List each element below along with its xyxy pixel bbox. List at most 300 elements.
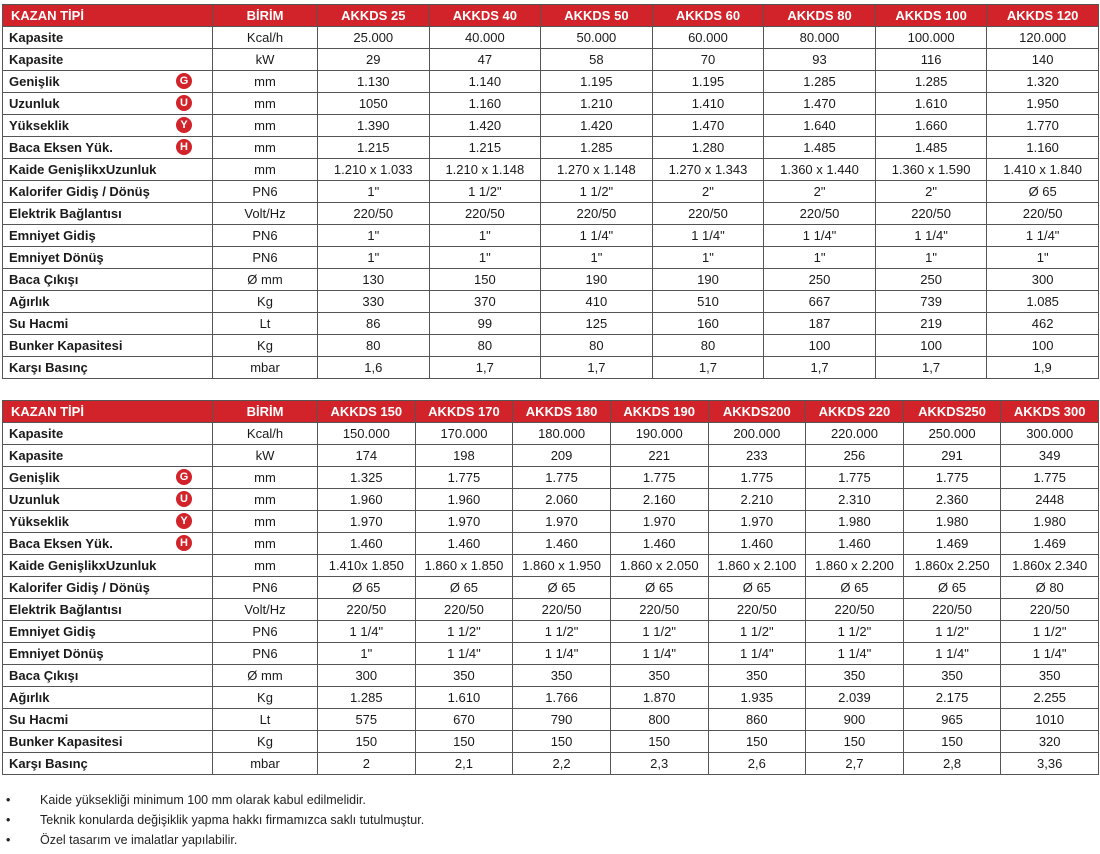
value-cell: 300.000	[1001, 423, 1099, 445]
value-cell: 1.160	[429, 93, 541, 115]
row-label: Baca Eksen Yük.	[9, 535, 113, 551]
unit-cell: PN6	[213, 621, 318, 643]
table-header-row	[3, 401, 1099, 423]
unit-cell: PN6	[213, 577, 318, 599]
value-cell: 2448	[1001, 489, 1099, 511]
value-cell: 2.039	[806, 687, 904, 709]
value-cell: 1 1/2"	[541, 181, 653, 203]
value-cell: 462	[987, 313, 1099, 335]
header-model: AKKDS 300	[1001, 401, 1099, 423]
value-cell: 1.660	[875, 115, 987, 137]
header-model: AKKDS 180	[513, 401, 611, 423]
row-label-cell	[3, 731, 213, 753]
value-cell: 1.210	[541, 93, 653, 115]
value-cell: 2"	[764, 181, 876, 203]
row-label-cell	[3, 643, 213, 665]
value-cell: 150.000	[318, 423, 416, 445]
value-cell: 220/50	[513, 599, 611, 621]
value-cell: 150	[903, 731, 1001, 753]
unit-cell: Kcal/h	[213, 423, 318, 445]
value-cell: 1.485	[875, 137, 987, 159]
table-row	[3, 423, 1099, 445]
value-cell: 220/50	[318, 203, 430, 225]
value-cell: 1.130	[318, 71, 430, 93]
header-unit: BİRİM	[213, 5, 318, 27]
value-cell: 1.410	[652, 93, 764, 115]
value-cell: 1,6	[318, 357, 430, 379]
row-label: Kapasite	[9, 425, 64, 441]
value-cell: 220/50	[875, 203, 987, 225]
value-cell: 350	[415, 665, 513, 687]
value-cell: 1.860 x 2.050	[610, 555, 708, 577]
row-label-cell	[3, 709, 213, 731]
table-row	[3, 533, 1099, 555]
row-label-cell	[3, 71, 213, 93]
value-cell: 250	[764, 269, 876, 291]
value-cell: 1.460	[806, 533, 904, 555]
value-cell: 80	[318, 335, 430, 357]
table-row	[3, 71, 1099, 93]
table-row	[3, 621, 1099, 643]
unit-cell: mm	[213, 489, 318, 511]
value-cell: 1 1/2"	[903, 621, 1001, 643]
value-cell: 1.460	[318, 533, 416, 555]
value-cell: 100	[875, 335, 987, 357]
value-cell: 667	[764, 291, 876, 313]
value-cell: 1.970	[708, 511, 806, 533]
value-cell: 220/50	[1001, 599, 1099, 621]
value-cell: 1 1/4"	[652, 225, 764, 247]
value-cell: 350	[1001, 665, 1099, 687]
value-cell: 86	[318, 313, 430, 335]
table-row	[3, 445, 1099, 467]
value-cell: 220/50	[429, 203, 541, 225]
value-cell: 190	[652, 269, 764, 291]
value-cell: 1.360 x 1.590	[875, 159, 987, 181]
row-label: Su Hacmi	[9, 711, 69, 727]
row-label: Elektrik Bağlantısı	[9, 205, 122, 221]
row-label-cell	[3, 511, 213, 533]
value-cell: 80	[429, 335, 541, 357]
value-cell: 1 1/4"	[987, 225, 1099, 247]
value-cell: 150	[415, 731, 513, 753]
value-cell: 1.410x 1.850	[318, 555, 416, 577]
note-item	[6, 810, 1006, 830]
unit-cell: mm	[213, 467, 318, 489]
value-cell: 1.195	[541, 71, 653, 93]
row-label: Karşı Basınç	[9, 359, 88, 375]
value-cell: 320	[1001, 731, 1099, 753]
value-cell: 1.460	[708, 533, 806, 555]
unit-cell: kW	[213, 445, 318, 467]
row-label-cell	[3, 357, 213, 379]
value-cell: 1.460	[513, 533, 611, 555]
value-cell: 1"	[764, 247, 876, 269]
row-label: Yükseklik	[9, 117, 69, 133]
row-label: Ağırlık	[9, 293, 50, 309]
value-cell: 150	[318, 731, 416, 753]
value-cell: 1 1/2"	[610, 621, 708, 643]
table-row	[3, 313, 1099, 335]
bullet: •	[6, 813, 11, 827]
value-cell: 220/50	[708, 599, 806, 621]
row-label: Kalorifer Gidiş / Dönüş	[9, 183, 150, 199]
value-cell: 2,6	[708, 753, 806, 775]
row-label: Elektrik Bağlantısı	[9, 601, 122, 617]
value-cell: 1"	[652, 247, 764, 269]
value-cell: 250	[875, 269, 987, 291]
value-cell: 60.000	[652, 27, 764, 49]
value-cell: 965	[903, 709, 1001, 731]
value-cell: Ø 65	[513, 577, 611, 599]
value-cell: 1.420	[541, 115, 653, 137]
value-cell: 1.775	[903, 467, 1001, 489]
value-cell: 300	[987, 269, 1099, 291]
value-cell: 150	[513, 731, 611, 753]
value-cell: 1.285	[764, 71, 876, 93]
unit-cell: mm	[213, 159, 318, 181]
value-cell: 220/50	[541, 203, 653, 225]
header-model: AKKDS 25	[318, 5, 430, 27]
unit-cell: PN6	[213, 643, 318, 665]
table-row	[3, 203, 1099, 225]
value-cell: 80.000	[764, 27, 876, 49]
value-cell: 739	[875, 291, 987, 313]
value-cell: 130	[318, 269, 430, 291]
dimension-badge-icon: H	[176, 535, 192, 551]
row-label-cell	[3, 687, 213, 709]
value-cell: Ø 65	[415, 577, 513, 599]
value-cell: 1.320	[987, 71, 1099, 93]
dimension-badge-icon: Y	[176, 117, 192, 133]
value-cell: 1.860 x 2.200	[806, 555, 904, 577]
unit-cell: mm	[213, 115, 318, 137]
value-cell: 300	[318, 665, 416, 687]
dimension-badge-icon: U	[176, 491, 192, 507]
unit-cell: mm	[213, 533, 318, 555]
value-cell: 1.470	[764, 93, 876, 115]
value-cell: 1.270 x 1.148	[541, 159, 653, 181]
row-label: Baca Eksen Yük.	[9, 139, 113, 155]
row-label: Karşı Basınç	[9, 755, 88, 771]
dimension-badge-icon: H	[176, 139, 192, 155]
value-cell: 330	[318, 291, 430, 313]
value-cell: 1.980	[806, 511, 904, 533]
value-cell: 2.255	[1001, 687, 1099, 709]
value-cell: 190	[541, 269, 653, 291]
note-item	[6, 830, 1006, 850]
row-label: Emniyet Dönüş	[9, 645, 104, 661]
value-cell: 860	[708, 709, 806, 731]
value-cell: 1.469	[903, 533, 1001, 555]
row-label-cell	[3, 489, 213, 511]
value-cell: 291	[903, 445, 1001, 467]
row-label: Kapasite	[9, 51, 64, 67]
value-cell: 160	[652, 313, 764, 335]
value-cell: 1"	[987, 247, 1099, 269]
dimension-badge-icon: Y	[176, 513, 192, 529]
value-cell: 1.215	[318, 137, 430, 159]
table-row	[3, 687, 1099, 709]
value-cell: 150	[806, 731, 904, 753]
value-cell: 58	[541, 49, 653, 71]
value-cell: 1.960	[318, 489, 416, 511]
value-cell: 220/50	[415, 599, 513, 621]
value-cell: 1 1/4"	[806, 643, 904, 665]
table-row	[3, 335, 1099, 357]
value-cell: 1"	[429, 225, 541, 247]
value-cell: 200.000	[708, 423, 806, 445]
value-cell: 180.000	[513, 423, 611, 445]
value-cell: 1.935	[708, 687, 806, 709]
value-cell: 2,3	[610, 753, 708, 775]
row-label-cell	[3, 665, 213, 687]
value-cell: 1.610	[415, 687, 513, 709]
row-label-cell	[3, 753, 213, 775]
value-cell: 1.640	[764, 115, 876, 137]
value-cell: 1.160	[987, 137, 1099, 159]
unit-cell: Lt	[213, 709, 318, 731]
value-cell: 150	[429, 269, 541, 291]
value-cell: 99	[429, 313, 541, 335]
value-cell: 93	[764, 49, 876, 71]
row-label-cell	[3, 137, 213, 159]
value-cell: 1050	[318, 93, 430, 115]
value-cell: 2,1	[415, 753, 513, 775]
row-label-cell	[3, 313, 213, 335]
value-cell: 1"	[318, 247, 430, 269]
table-row	[3, 467, 1099, 489]
unit-cell: Kg	[213, 731, 318, 753]
row-label-cell	[3, 49, 213, 71]
value-cell: 1.970	[318, 511, 416, 533]
header-type: KAZAN TİPİ	[3, 5, 213, 27]
value-cell: 1"	[541, 247, 653, 269]
value-cell: 1.775	[513, 467, 611, 489]
value-cell: 1.285	[541, 137, 653, 159]
value-cell: 370	[429, 291, 541, 313]
value-cell: 1.195	[652, 71, 764, 93]
value-cell: 670	[415, 709, 513, 731]
value-cell: 1.860x 2.250	[903, 555, 1001, 577]
value-cell: 575	[318, 709, 416, 731]
value-cell: 220/50	[318, 599, 416, 621]
unit-cell: Volt/Hz	[213, 203, 318, 225]
table-row	[3, 599, 1099, 621]
table-row	[3, 49, 1099, 71]
value-cell: 1.775	[1001, 467, 1099, 489]
value-cell: Ø 65	[708, 577, 806, 599]
value-cell: 1.970	[513, 511, 611, 533]
value-cell: 1.980	[903, 511, 1001, 533]
row-label: Bunker Kapasitesi	[9, 733, 123, 749]
dimension-badge-icon: G	[176, 469, 192, 485]
value-cell: 1 1/4"	[415, 643, 513, 665]
value-cell: 1.485	[764, 137, 876, 159]
table-row	[3, 489, 1099, 511]
value-cell: 1 1/4"	[318, 621, 416, 643]
value-cell: 219	[875, 313, 987, 335]
spec-table-2	[2, 400, 1099, 775]
value-cell: 174	[318, 445, 416, 467]
value-cell: 900	[806, 709, 904, 731]
unit-cell: Lt	[213, 313, 318, 335]
value-cell: 1.610	[875, 93, 987, 115]
value-cell: 233	[708, 445, 806, 467]
value-cell: 1.215	[429, 137, 541, 159]
value-cell: 40.000	[429, 27, 541, 49]
value-cell: 1.770	[987, 115, 1099, 137]
unit-cell: mm	[213, 511, 318, 533]
row-label-cell	[3, 181, 213, 203]
table-row	[3, 665, 1099, 687]
value-cell: 2.210	[708, 489, 806, 511]
value-cell: 2,7	[806, 753, 904, 775]
row-label: Genişlik	[9, 73, 60, 89]
row-label-cell	[3, 467, 213, 489]
table-row	[3, 225, 1099, 247]
row-label-cell	[3, 335, 213, 357]
table-row	[3, 269, 1099, 291]
value-cell: 100	[987, 335, 1099, 357]
value-cell: 100	[764, 335, 876, 357]
value-cell: 140	[987, 49, 1099, 71]
row-label-cell	[3, 621, 213, 643]
value-cell: 220/50	[987, 203, 1099, 225]
value-cell: 1 1/4"	[708, 643, 806, 665]
row-label-cell	[3, 159, 213, 181]
value-cell: 50.000	[541, 27, 653, 49]
value-cell: 220/50	[903, 599, 1001, 621]
dimension-badge-icon: U	[176, 95, 192, 111]
value-cell: 1,7	[764, 357, 876, 379]
row-label: Baca Çıkışı	[9, 271, 79, 287]
value-cell: 1 1/4"	[875, 225, 987, 247]
value-cell: 1.085	[987, 291, 1099, 313]
value-cell: 220/50	[806, 599, 904, 621]
value-cell: 221	[610, 445, 708, 467]
value-cell: 1 1/4"	[764, 225, 876, 247]
value-cell: 1.285	[875, 71, 987, 93]
header-model: AKKDS 170	[415, 401, 513, 423]
note-text: Kaide yüksekliği minimum 100 mm olarak kabul edilmelidir.	[40, 793, 366, 807]
value-cell: 1,7	[875, 357, 987, 379]
table-row	[3, 511, 1099, 533]
value-cell: 190.000	[610, 423, 708, 445]
row-label: Genişlik	[9, 469, 60, 485]
note-text: Teknik konularda değişiklik yapma hakkı firmamızca saklı tutulmuştur.	[40, 813, 425, 827]
spec-table-1	[2, 4, 1099, 379]
value-cell: 1.460	[415, 533, 513, 555]
value-cell: 1.210 x 1.033	[318, 159, 430, 181]
value-cell: 209	[513, 445, 611, 467]
value-cell: 70	[652, 49, 764, 71]
value-cell: 1.410 x 1.840	[987, 159, 1099, 181]
unit-cell: PN6	[213, 181, 318, 203]
value-cell: 1.860 x 2.100	[708, 555, 806, 577]
header-type: KAZAN TİPİ	[3, 401, 213, 423]
table-row	[3, 577, 1099, 599]
value-cell: 100.000	[875, 27, 987, 49]
row-label: Kapasite	[9, 447, 64, 463]
value-cell: 1"	[429, 247, 541, 269]
value-cell: 1.950	[987, 93, 1099, 115]
value-cell: 220.000	[806, 423, 904, 445]
table-row	[3, 137, 1099, 159]
unit-cell: Volt/Hz	[213, 599, 318, 621]
row-label-cell	[3, 445, 213, 467]
value-cell: 1.860 x 1.850	[415, 555, 513, 577]
value-cell: 1.460	[610, 533, 708, 555]
row-label: Kalorifer Gidiş / Dönüş	[9, 579, 150, 595]
row-label: Kapasite	[9, 29, 64, 45]
row-label: Uzunluk	[9, 95, 60, 111]
value-cell: 1"	[318, 643, 416, 665]
value-cell: 1.960	[415, 489, 513, 511]
value-cell: 1,7	[541, 357, 653, 379]
row-label-cell	[3, 423, 213, 445]
value-cell: 1.420	[429, 115, 541, 137]
row-label-cell	[3, 555, 213, 577]
row-label-cell	[3, 247, 213, 269]
value-cell: 1"	[318, 225, 430, 247]
value-cell: 790	[513, 709, 611, 731]
unit-cell: Kcal/h	[213, 27, 318, 49]
value-cell: 220/50	[764, 203, 876, 225]
table-row	[3, 27, 1099, 49]
value-cell: 410	[541, 291, 653, 313]
unit-cell: Ø mm	[213, 269, 318, 291]
value-cell: 1.140	[429, 71, 541, 93]
value-cell: 1.970	[415, 511, 513, 533]
value-cell: 2.310	[806, 489, 904, 511]
value-cell: 510	[652, 291, 764, 313]
row-label-cell	[3, 225, 213, 247]
value-cell: 1 1/4"	[610, 643, 708, 665]
value-cell: 1,7	[652, 357, 764, 379]
table-row	[3, 181, 1099, 203]
value-cell: 1.970	[610, 511, 708, 533]
table-row	[3, 93, 1099, 115]
value-cell: 1.270 x 1.343	[652, 159, 764, 181]
value-cell: 1 1/2"	[708, 621, 806, 643]
row-label-cell	[3, 291, 213, 313]
table-row	[3, 159, 1099, 181]
header-model: AKKDS200	[708, 401, 806, 423]
value-cell: Ø 65	[806, 577, 904, 599]
unit-cell: kW	[213, 49, 318, 71]
value-cell: 47	[429, 49, 541, 71]
value-cell: 2	[318, 753, 416, 775]
row-label-cell	[3, 27, 213, 49]
value-cell: 1.325	[318, 467, 416, 489]
dimension-badge-icon: G	[176, 73, 192, 89]
unit-cell: Ø mm	[213, 665, 318, 687]
note-text: Özel tasarım ve imalatlar yapılabilir.	[40, 833, 238, 847]
value-cell: 25.000	[318, 27, 430, 49]
row-label: Kaide GenişlikxUzunluk	[9, 557, 157, 573]
unit-cell: mm	[213, 555, 318, 577]
unit-cell: mm	[213, 93, 318, 115]
header-model: AKKDS 150	[318, 401, 416, 423]
value-cell: Ø 65	[987, 181, 1099, 203]
row-label: Emniyet Gidiş	[9, 227, 96, 243]
value-cell: 220/50	[652, 203, 764, 225]
header-model: AKKDS 100	[875, 5, 987, 27]
unit-cell: Kg	[213, 335, 318, 357]
value-cell: 350	[610, 665, 708, 687]
value-cell: 1.766	[513, 687, 611, 709]
